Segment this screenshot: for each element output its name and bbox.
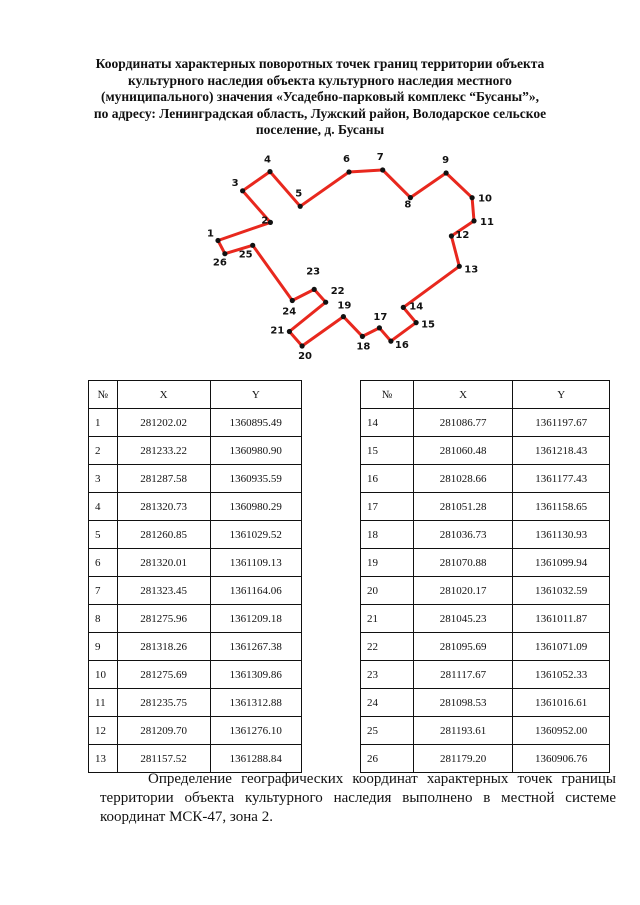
row-number: 7 — [89, 577, 118, 605]
boundary-point-14 — [401, 305, 406, 310]
coord-y: 1361109.13 — [210, 549, 301, 577]
point-label: 7 — [376, 152, 384, 163]
coord-y: 1361032.59 — [513, 577, 610, 605]
row-number: 19 — [361, 549, 414, 577]
table-row — [361, 689, 610, 717]
boundary-point-2 — [268, 220, 273, 225]
table-row — [361, 661, 610, 689]
boundary-point-4 — [267, 169, 272, 174]
row-number: 4 — [89, 493, 118, 521]
point-label: 24 — [282, 306, 297, 318]
coord-y: 1361288.84 — [210, 745, 301, 773]
table-row — [89, 689, 302, 717]
coord-x: 281320.73 — [117, 493, 210, 521]
coord-y: 1361099.94 — [513, 549, 610, 577]
row-number: 24 — [361, 689, 414, 717]
table-row — [89, 577, 302, 605]
row-number: 2 — [89, 437, 118, 465]
point-label: 10 — [478, 193, 493, 205]
coord-y: 1361276.10 — [210, 717, 301, 745]
coord-x: 281235.75 — [117, 689, 210, 717]
coord-x: 281287.58 — [117, 465, 210, 493]
table-row — [89, 493, 302, 521]
header-x: X — [117, 381, 210, 409]
table-row — [89, 605, 302, 633]
point-label: 4 — [264, 154, 271, 166]
table-row — [89, 633, 302, 661]
row-number: 11 — [89, 689, 118, 717]
header-y: Y — [210, 381, 301, 409]
table-row — [89, 745, 302, 773]
table-row — [89, 521, 302, 549]
boundary-point-23 — [312, 287, 317, 292]
coord-y: 1360952.00 — [513, 717, 610, 745]
boundary-point-9 — [444, 170, 449, 175]
boundary-point-19 — [341, 314, 346, 319]
coord-x: 281060.48 — [413, 437, 512, 465]
coord-x: 281098.53 — [413, 689, 512, 717]
boundary-point-26 — [222, 251, 227, 256]
coord-x: 281233.22 — [117, 437, 210, 465]
title-line: культурного наследия объекта культурного наследия местного — [128, 72, 512, 88]
point-label: 11 — [480, 216, 494, 228]
coord-x: 281275.69 — [117, 661, 210, 689]
coord-x: 281070.88 — [413, 549, 512, 577]
point-label: 26 — [212, 257, 227, 269]
coord-x: 281202.02 — [117, 409, 210, 437]
coord-y: 1361177.43 — [513, 465, 610, 493]
point-label: 19 — [337, 300, 352, 312]
coord-x: 281323.45 — [117, 577, 210, 605]
row-number: 6 — [89, 549, 118, 577]
table-row — [361, 437, 610, 465]
table-row — [89, 717, 302, 745]
coord-x: 281209.70 — [117, 717, 210, 745]
coord-y: 1361029.52 — [210, 521, 301, 549]
boundary-line — [218, 170, 474, 346]
coordinates-table-right — [360, 380, 610, 773]
footer-paragraph: Определение географических координат характерных точек границы территории объекта культурного наследия выполнено в местной системе координат МСК-47, зона 2. — [100, 771, 616, 825]
boundary-point-16 — [388, 339, 393, 344]
coord-y: 1361312.88 — [210, 689, 301, 717]
coord-y: 1361016.61 — [513, 689, 610, 717]
row-number: 12 — [89, 717, 118, 745]
coord-x: 281157.52 — [117, 745, 210, 773]
coord-x: 281045.23 — [413, 605, 512, 633]
row-number: 15 — [361, 437, 414, 465]
boundary-point-21 — [287, 329, 292, 334]
header-x: X — [413, 381, 512, 409]
boundary-point-18 — [360, 334, 365, 339]
table-row — [89, 465, 302, 493]
boundary-point-24 — [290, 298, 295, 303]
boundary-point-1 — [215, 238, 220, 243]
table-row — [361, 633, 610, 661]
point-label: 17 — [373, 311, 388, 323]
boundary-point-22 — [323, 300, 328, 305]
boundary-point-20 — [300, 343, 305, 348]
coord-y: 1360895.49 — [210, 409, 301, 437]
header-num: № — [361, 381, 414, 409]
row-number: 8 — [89, 605, 118, 633]
row-number: 13 — [89, 745, 118, 773]
table-header-row — [361, 381, 610, 409]
boundary-scheme — [0, 0, 640, 380]
coord-y: 1361267.38 — [210, 633, 301, 661]
coord-x: 281020.17 — [413, 577, 512, 605]
row-number: 5 — [89, 521, 118, 549]
coord-y: 1361218.43 — [513, 437, 610, 465]
table-row — [361, 577, 610, 605]
title-line: поселение, д. Бусаны — [255, 122, 385, 137]
coord-y: 1361209.18 — [210, 605, 301, 633]
row-number: 20 — [361, 577, 414, 605]
point-label: 8 — [404, 199, 412, 211]
row-number: 9 — [89, 633, 118, 661]
point-label: 14 — [409, 301, 424, 313]
row-number: 26 — [361, 745, 414, 773]
boundary-point-17 — [377, 325, 382, 330]
title-line: (муниципального) значения «Усадебно-парковый комплекс “Бусаны”», — [100, 89, 540, 104]
table-row — [89, 409, 302, 437]
coord-y: 1360906.76 — [513, 745, 610, 773]
coordinates-table-left — [88, 380, 302, 773]
boundary-point-13 — [457, 264, 462, 269]
title-line: Координаты характерных поворотных точек границ территории объекта — [95, 56, 545, 71]
coord-x: 281028.66 — [413, 465, 512, 493]
table-row — [361, 745, 610, 773]
boundary-point-7 — [380, 167, 385, 172]
point-label: 3 — [231, 177, 239, 189]
coord-y: 1361071.09 — [513, 633, 610, 661]
coord-x: 281095.69 — [413, 633, 512, 661]
coord-x: 281051.28 — [413, 493, 512, 521]
coord-y: 1361158.65 — [513, 493, 610, 521]
coord-y: 1361309.86 — [210, 661, 301, 689]
boundary-point-15 — [414, 320, 419, 325]
title-line: по адресу: Ленинградская область, Лужский район, Володарское сельское — [93, 105, 547, 121]
point-label: 16 — [394, 340, 409, 352]
point-label: 22 — [330, 286, 345, 298]
point-label: 25 — [238, 249, 253, 261]
row-number: 17 — [361, 493, 414, 521]
coord-x: 281260.85 — [117, 521, 210, 549]
row-number: 16 — [361, 465, 414, 493]
coord-y: 1360980.29 — [210, 493, 301, 521]
table-row — [361, 717, 610, 745]
point-label: 15 — [421, 319, 436, 331]
point-label: 20 — [298, 351, 313, 362]
table-row — [361, 549, 610, 577]
row-number: 25 — [361, 717, 414, 745]
coord-y: 1360935.59 — [210, 465, 301, 493]
boundary-point-10 — [470, 195, 475, 200]
footer-note — [100, 770, 616, 827]
point-label: 6 — [343, 154, 350, 165]
coord-x: 281086.77 — [413, 409, 512, 437]
boundary-point-5 — [298, 204, 303, 209]
header-num: № — [89, 381, 118, 409]
row-number: 10 — [89, 661, 118, 689]
row-number: 3 — [89, 465, 118, 493]
coord-y: 1361164.06 — [210, 577, 301, 605]
row-number: 14 — [361, 409, 414, 437]
point-label: 23 — [306, 266, 321, 278]
point-label: 5 — [295, 188, 303, 200]
point-label: 1 — [207, 228, 214, 240]
header-y: Y — [513, 381, 610, 409]
point-label: 2 — [261, 215, 269, 227]
point-label: 12 — [455, 230, 470, 241]
table-row — [361, 493, 610, 521]
table-row — [361, 465, 610, 493]
table-row — [361, 521, 610, 549]
boundary-point-12 — [449, 233, 454, 238]
table-row — [89, 549, 302, 577]
table-row — [361, 409, 610, 437]
coord-x: 281318.26 — [117, 633, 210, 661]
boundary-point-6 — [346, 169, 351, 174]
row-number: 21 — [361, 605, 414, 633]
coord-x: 281275.96 — [117, 605, 210, 633]
coord-x: 281179.20 — [413, 745, 512, 773]
coord-x: 281320.01 — [117, 549, 210, 577]
boundary-point-3 — [240, 188, 245, 193]
point-label: 18 — [356, 341, 371, 353]
boundary-point-11 — [471, 218, 476, 223]
coord-x: 281117.67 — [413, 661, 512, 689]
row-number: 22 — [361, 633, 414, 661]
coord-y: 1361197.67 — [513, 409, 610, 437]
coord-y: 1361052.33 — [513, 661, 610, 689]
coord-x: 281193.61 — [413, 717, 512, 745]
row-number: 1 — [89, 409, 118, 437]
boundary-point-25 — [250, 243, 255, 248]
table-header-row — [89, 381, 302, 409]
point-label: 9 — [442, 155, 450, 166]
row-number: 23 — [361, 661, 414, 689]
coord-y: 1360980.90 — [210, 437, 301, 465]
coord-y: 1361130.93 — [513, 521, 610, 549]
row-number: 18 — [361, 521, 414, 549]
coord-y: 1361011.87 — [513, 605, 610, 633]
point-label: 21 — [270, 325, 285, 337]
point-label: 13 — [464, 264, 479, 276]
table-row — [89, 437, 302, 465]
table-row — [89, 661, 302, 689]
table-row — [361, 605, 610, 633]
coord-x: 281036.73 — [413, 521, 512, 549]
